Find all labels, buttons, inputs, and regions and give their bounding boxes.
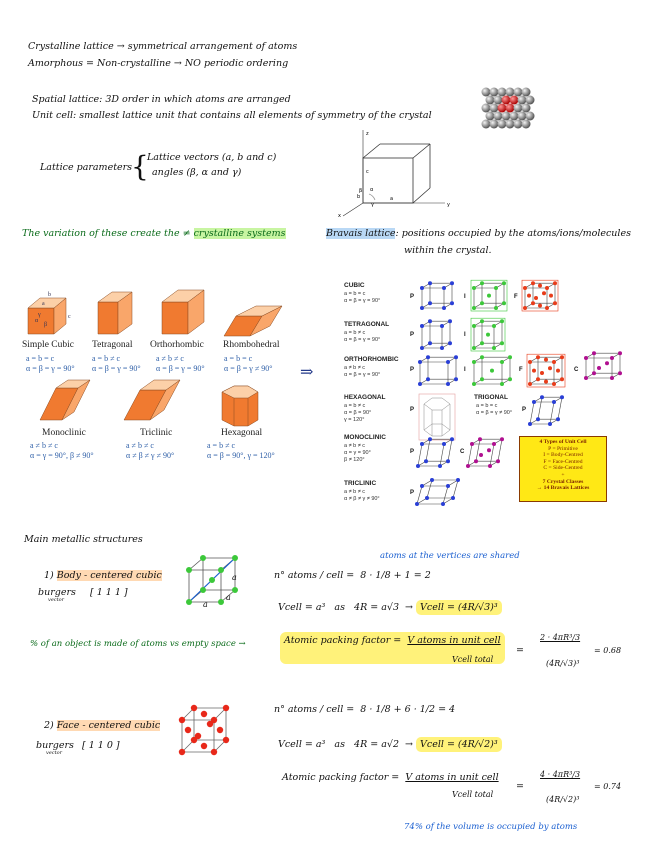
axis-c-label: c bbox=[366, 169, 369, 175]
bcc-corner-atom bbox=[232, 555, 238, 561]
ortho-i-atom bbox=[472, 360, 476, 364]
bravais-name-3: HEXAGONAL bbox=[344, 394, 386, 401]
tetra-p-atom bbox=[420, 346, 424, 350]
fcc-face-atom bbox=[185, 727, 191, 733]
tri-p-atom bbox=[451, 496, 455, 500]
cubic-f-atom bbox=[531, 281, 535, 285]
ortho-c-atom bbox=[610, 376, 614, 380]
lattice-vectors-text: Lattice vectors (a, b and c) bbox=[147, 152, 277, 163]
fcc-face-atom bbox=[195, 733, 201, 739]
system-name-1: Tetragonal bbox=[92, 340, 133, 350]
system-params-2: a ≠ b ≠ c α = β = γ = 90° bbox=[156, 354, 205, 373]
fcc-apf-top: 4 · 4πR³/3 bbox=[540, 770, 581, 779]
cubic-f-atom bbox=[531, 301, 535, 305]
trigonal-p-atom bbox=[560, 395, 564, 399]
cubic-i-atom bbox=[487, 294, 491, 298]
mono-p-edge bbox=[440, 444, 444, 466]
fcc-atoms-per-cell: n° atoms / cell = 8 · 1/8 + 6 · 1/2 = 4 bbox=[274, 704, 456, 715]
tetra-i bbox=[471, 318, 505, 351]
unit-cell-definition: Unit cell: smallest lattice unit that contains all elements of symmetry of the crystal bbox=[32, 110, 432, 121]
tetra-p-atom bbox=[448, 341, 452, 345]
cubic-f-atom bbox=[553, 301, 557, 305]
fcc-burgers-value: [ 1 1 0 ] bbox=[82, 740, 120, 751]
tetra-i-atom bbox=[492, 346, 496, 350]
letter-i-1: I bbox=[464, 332, 466, 338]
tri-p bbox=[415, 478, 460, 506]
cubic-f-atom bbox=[538, 304, 542, 308]
ortho-f-atom bbox=[544, 358, 548, 362]
cubic-f-atom bbox=[523, 286, 527, 290]
mono-c-atom bbox=[466, 464, 470, 468]
ortho-f-atom bbox=[556, 369, 560, 373]
bcc-corner-atom bbox=[186, 599, 192, 605]
fcc-vcell: Vcell = a³ as 4R = a√2 → Vcell = (4R/√2)³ bbox=[278, 739, 502, 750]
axis-x-label: x bbox=[338, 213, 341, 219]
mono-p-edge bbox=[448, 439, 452, 461]
fcc-corner-atom bbox=[179, 717, 185, 723]
ortho-i bbox=[472, 355, 512, 386]
bcc-apf-equals: = bbox=[516, 645, 524, 656]
ortho-f-atom bbox=[548, 366, 552, 370]
cubic-i-atom bbox=[494, 286, 498, 290]
spatial-lattice-definition: Spatial lattice: 3D order in which atoms are arranged bbox=[32, 94, 291, 105]
bcc-apf-result: = 0.68 bbox=[594, 646, 622, 655]
angle-alpha-label: α bbox=[370, 187, 374, 193]
angle-gamma-label: γ bbox=[371, 202, 374, 208]
tri-p-atom bbox=[456, 478, 460, 482]
letter-i-0: I bbox=[464, 294, 466, 300]
bcc-corner-atom bbox=[218, 567, 224, 573]
system-name-5: Triclinic bbox=[140, 428, 173, 438]
fcc-apf-equals: = bbox=[516, 781, 524, 792]
letter-p-1: P bbox=[410, 332, 415, 338]
cubic-i-atom bbox=[502, 301, 506, 305]
cubic-f-atom bbox=[545, 306, 549, 310]
fcc-apf-formula: Atomic packing factor = V atoms in unit cell bbox=[282, 772, 499, 783]
fcc-corner-atom bbox=[211, 749, 217, 755]
ortho-i-atom bbox=[508, 377, 512, 381]
trigonal-p-atom bbox=[548, 422, 552, 426]
brace: { bbox=[131, 150, 149, 183]
ortho-c-atom bbox=[618, 351, 622, 355]
mono-p-edge bbox=[418, 444, 422, 466]
mono-p-atom bbox=[450, 437, 454, 441]
system-params-6: a = b ≠ c α = β = 90°, γ = 120° bbox=[207, 441, 275, 460]
cubic-f-atom bbox=[545, 286, 549, 290]
bcc-burgers: burgers bbox=[38, 587, 76, 598]
mono-c-atom bbox=[487, 448, 491, 452]
metallic-title: Main metallic structures bbox=[24, 534, 143, 545]
letter-c-4: C bbox=[460, 449, 465, 455]
tri-p-atom bbox=[430, 478, 434, 482]
trigonal-p-atom bbox=[540, 395, 544, 399]
mono-c-edge bbox=[468, 444, 472, 466]
ortho-i-atom bbox=[472, 382, 476, 386]
mono-c-atom bbox=[474, 459, 478, 463]
bcc-corner-atom bbox=[200, 555, 206, 561]
mono-p-edge bbox=[426, 439, 430, 461]
ortho-i-atom bbox=[480, 377, 484, 381]
ortho-p bbox=[418, 355, 458, 386]
cubic-i-atom bbox=[502, 281, 506, 285]
trigonal-p-edge bbox=[530, 402, 534, 424]
letter-p-trigonal: P bbox=[522, 407, 527, 413]
apf-note: % of an object is made of atoms vs empty space → bbox=[30, 639, 246, 649]
bcc-vcell: Vcell = a³ as 4R = a√3 → Vcell = (4R/√3)³ bbox=[278, 602, 502, 613]
trigonal-p-atom bbox=[552, 400, 556, 404]
fcc-corner-atom bbox=[223, 737, 229, 743]
cubic-p-atom bbox=[450, 281, 454, 285]
ortho-p-atom bbox=[454, 377, 458, 381]
bcc-corner-atom bbox=[186, 567, 192, 573]
ortho-f-atom bbox=[552, 360, 556, 364]
trigonal-p-atom bbox=[528, 422, 532, 426]
tetra-i-atom bbox=[500, 319, 504, 323]
cubic-i-atom bbox=[472, 286, 476, 290]
cubic-p-atom bbox=[420, 306, 424, 310]
system-params-1: a = b ≠ c α = β = γ = 90° bbox=[92, 354, 141, 373]
bravais-name-1: TETRAGONAL bbox=[344, 321, 390, 328]
bcc-apf-top: 2 · 4πR³/3 bbox=[540, 633, 581, 642]
cube-edge-label: a bbox=[42, 301, 45, 307]
tri-p-atom bbox=[420, 484, 424, 488]
ortho-f-atom bbox=[560, 377, 564, 381]
amorphous-definition: Amorphous = Non-crystalline → NO periodic ordering bbox=[28, 58, 289, 69]
ortho-f-atom bbox=[532, 369, 536, 373]
system-name-3: Rhombohedral bbox=[223, 340, 280, 350]
cubic-p-atom bbox=[420, 286, 424, 290]
tetra-p-atom bbox=[428, 341, 432, 345]
bcc-label: 1) Body - centered cubic bbox=[44, 570, 162, 581]
arrow-icon: ⇒ bbox=[300, 362, 314, 381]
tetra-p-atom bbox=[448, 319, 452, 323]
mono-p-atom bbox=[428, 437, 432, 441]
tetra-p-atom bbox=[440, 324, 444, 328]
cubic-f-atom bbox=[523, 306, 527, 310]
mono-p-atom bbox=[446, 459, 450, 463]
lattice-angles-text: angles (β, α and γ) bbox=[152, 167, 242, 178]
mono-c-edge bbox=[498, 439, 502, 461]
cubic-i-atom bbox=[494, 306, 498, 310]
tri-p-atom bbox=[441, 502, 445, 506]
crystalline-definition: Crystalline lattice → symmetrical arrangement of atoms bbox=[28, 41, 298, 52]
system-params-3: a = b = c α = β = γ ≠ 90° bbox=[224, 354, 273, 373]
bravais-name-0: CUBIC bbox=[344, 282, 365, 289]
ortho-i-atom bbox=[500, 382, 504, 386]
bcc-edge-a2: a bbox=[203, 600, 208, 609]
ortho-p-atom bbox=[426, 355, 430, 359]
tetra-i-atom bbox=[480, 341, 484, 345]
bravais-params-1: a = b ≠ c α = β = γ = 90° bbox=[344, 330, 381, 343]
hex-bottom bbox=[424, 424, 450, 436]
fcc-apf-bottom: (4R/√2)³ bbox=[546, 795, 580, 804]
fcc-face-atom bbox=[201, 711, 207, 717]
bcc-center-atom bbox=[209, 577, 215, 583]
ortho-i-atom bbox=[500, 360, 504, 364]
ortho-f-atom bbox=[536, 377, 540, 381]
bravais-params-5: a ≠ b ≠ c α ≠ β ≠ γ ≠ 90° bbox=[344, 489, 380, 502]
fcc-face-atom bbox=[217, 727, 223, 733]
system-params-0: a = b = c α = β = γ = 90° bbox=[26, 354, 75, 373]
mono-c-edge bbox=[490, 444, 494, 466]
bcc-atoms-per-cell: n° atoms / cell = 8 · 1/8 + 1 = 2 bbox=[274, 570, 431, 581]
ortho-f-atom bbox=[528, 382, 532, 386]
fcc-burgers: burgers bbox=[36, 740, 74, 751]
fcc-burgers-sub: vector bbox=[46, 750, 62, 756]
ortho-c-atom bbox=[584, 356, 588, 360]
bravais-name-2: ORTHORHOMBIC bbox=[344, 356, 399, 363]
fcc-apf-denominator: Vcell total bbox=[452, 790, 494, 799]
ortho-i-atom bbox=[508, 355, 512, 359]
fcc-corner-atom bbox=[191, 705, 197, 711]
cubic-f-atom bbox=[527, 294, 531, 298]
fcc-face-atom bbox=[201, 743, 207, 749]
mono-c-atom bbox=[492, 442, 496, 446]
bravais-params-0: a = b = c α = β = γ = 90° bbox=[344, 291, 381, 304]
crystalline-systems-highlight: crystalline systems bbox=[193, 228, 286, 239]
ortho-f-atom bbox=[540, 371, 544, 375]
bravais-definition-cont: within the crystal. bbox=[404, 245, 492, 256]
trigonal-p-atom bbox=[556, 417, 560, 421]
cubic-p-atom bbox=[450, 301, 454, 305]
ortho-f bbox=[527, 354, 565, 387]
cubic-i-atom bbox=[472, 306, 476, 310]
ortho-c-atom bbox=[597, 366, 601, 370]
tetra-i-atom bbox=[486, 333, 490, 337]
ortho-p-atom bbox=[454, 355, 458, 359]
hex-frame bbox=[419, 394, 455, 440]
mono-c bbox=[466, 437, 504, 468]
mono-p-atom bbox=[420, 442, 424, 446]
ortho-c-atom bbox=[618, 371, 622, 375]
mono-c-atom bbox=[479, 453, 483, 457]
cubic-i-atom bbox=[480, 301, 484, 305]
letter-p-4: P bbox=[410, 449, 415, 455]
fcc-corner-atom bbox=[223, 705, 229, 711]
letter-c-2: C bbox=[574, 367, 579, 373]
mono-c-atom bbox=[488, 464, 492, 468]
variation-text: The variation of these create the ≠ crystalline systems bbox=[22, 228, 286, 239]
letter-p-5: P bbox=[410, 490, 415, 496]
tri-p-atom bbox=[446, 484, 450, 488]
mono-c-atom bbox=[478, 437, 482, 441]
cubic-f bbox=[522, 280, 558, 311]
cubic-p-atom bbox=[428, 301, 432, 305]
cubic-f-atom bbox=[553, 281, 557, 285]
tetra-p-atom bbox=[440, 346, 444, 350]
bravais-definition: Bravais lattice: positions occupied by the atoms/ions/molecules bbox=[326, 228, 631, 239]
letter-p-3: P bbox=[410, 407, 415, 413]
bcc-apf-bottom: (4R/√3)³ bbox=[546, 659, 580, 668]
tetra-i-atom bbox=[472, 346, 476, 350]
hex-top bbox=[424, 398, 450, 410]
ortho-f-atom bbox=[544, 380, 548, 384]
letter-p-0: P bbox=[410, 294, 415, 300]
fcc-unit-cell bbox=[176, 702, 232, 758]
ortho-c-atom bbox=[584, 376, 588, 380]
bcc-apf-formula: Atomic packing factor = V atoms in unit cell bbox=[280, 632, 505, 664]
bcc-burgers-sub: vector bbox=[48, 597, 64, 603]
ortho-c-atom bbox=[592, 351, 596, 355]
cubic-i bbox=[471, 280, 507, 311]
ortho-f-atom bbox=[552, 382, 556, 386]
ortho-f-atom bbox=[536, 355, 540, 359]
bcc-corner-atom bbox=[232, 587, 238, 593]
fcc-final-note: 74% of the volume is occupied by atoms bbox=[404, 822, 578, 832]
hexagonal-cell bbox=[419, 394, 455, 440]
trigonal-p-atom bbox=[536, 417, 540, 421]
cube-edge-label: α bbox=[35, 318, 39, 324]
ortho-f-atom bbox=[528, 360, 532, 364]
tetra-p bbox=[420, 319, 452, 350]
mono-c-atom bbox=[470, 442, 474, 446]
cubic-p-atom bbox=[442, 286, 446, 290]
fcc-face-atom bbox=[207, 721, 213, 727]
mono-p bbox=[416, 437, 454, 468]
trigonal-name: TRIGONAL bbox=[474, 394, 508, 401]
bcc-edge-a1: a bbox=[232, 573, 237, 582]
trigonal-p-edge bbox=[558, 397, 562, 419]
mono-c-edge bbox=[476, 439, 480, 461]
bcc-apf-denominator: Vcell total bbox=[452, 655, 494, 664]
axis-a-label: a bbox=[390, 196, 394, 202]
bravais-params-3: a = b ≠ c α = β = 90° γ = 120° bbox=[344, 403, 372, 423]
ortho-i-atom bbox=[480, 355, 484, 359]
ortho-c-atom bbox=[610, 356, 614, 360]
cube-edge-label: β bbox=[44, 322, 48, 328]
bravais-title-highlight: Bravais lattice bbox=[326, 228, 396, 239]
cubic-f-atom bbox=[534, 296, 538, 300]
cubic-p bbox=[420, 281, 454, 310]
letter-p-2: P bbox=[410, 367, 415, 373]
bravais-params-2: a ≠ b ≠ c α = β = γ = 90° bbox=[344, 365, 381, 378]
cubic-f-atom bbox=[538, 284, 542, 288]
trigonal-p-edge bbox=[538, 397, 542, 419]
mono-p-atom bbox=[442, 442, 446, 446]
mono-p-atom bbox=[416, 464, 420, 468]
bcc-corner-atom bbox=[200, 587, 206, 593]
system-params-4: a ≠ b ≠ c α = γ = 90°, β ≠ 90° bbox=[30, 441, 94, 460]
mono-c-atom bbox=[496, 459, 500, 463]
cube-edge-label: c bbox=[68, 314, 71, 320]
trigonal-p bbox=[528, 395, 564, 426]
ortho-i-atom bbox=[490, 369, 494, 373]
bcc-note: atoms at the vertices are shared bbox=[380, 551, 520, 561]
system-name-6: Hexagonal bbox=[221, 428, 263, 438]
fcc-apf-result: = 0.74 bbox=[594, 782, 622, 791]
fcc-corner-atom bbox=[179, 749, 185, 755]
mono-p-atom bbox=[424, 459, 428, 463]
ortho-p-atom bbox=[446, 382, 450, 386]
tri-p-atom bbox=[425, 496, 429, 500]
cube-edge-label: γ bbox=[38, 312, 41, 318]
ortho-f-atom bbox=[560, 355, 564, 359]
axis-y-label: y bbox=[447, 202, 450, 208]
lattice-parameters-label: Lattice parameters bbox=[40, 162, 133, 173]
mono-c-atom bbox=[500, 437, 504, 441]
cubic-f-atom bbox=[542, 291, 546, 295]
system-params-5: a ≠ b ≠ c α ≠ β ≠ γ ≠ 90° bbox=[126, 441, 175, 460]
system-name-4: Monoclinic bbox=[42, 428, 86, 438]
bcc-burgers-value: [ 1 1 1 ] bbox=[90, 587, 128, 598]
cube-edge-label: b bbox=[48, 292, 51, 298]
cubic-p-atom bbox=[442, 306, 446, 310]
axis-z-label: z bbox=[366, 131, 369, 137]
ortho-p-atom bbox=[418, 382, 422, 386]
bravais-name-4: MONOCLINIC bbox=[344, 434, 386, 441]
tetra-i-atom bbox=[500, 341, 504, 345]
trigonal-params: a = b = c α = β = γ ≠ 90° bbox=[476, 403, 513, 416]
letter-i-2: I bbox=[464, 367, 466, 373]
unit-cell-legend: 4 Types of Unit Cell P = Primitive I = Body-Centred F = Face-Centred C = Side-Centred + 7 Crystal Classes → 14 Bravais Lattices bbox=[519, 436, 607, 502]
letter-f-0: F bbox=[514, 294, 518, 300]
ortho-p-atom bbox=[418, 360, 422, 364]
cubic-p-atom bbox=[428, 281, 432, 285]
fcc-label: 2) Face - centered cubic bbox=[44, 720, 161, 731]
axis-b-label: b bbox=[357, 194, 361, 200]
tetra-p-atom bbox=[428, 319, 432, 323]
bravais-name-5: TRICLINIC bbox=[344, 480, 377, 487]
bravais-params-4: a ≠ b ≠ c α = γ = 90° β ≠ 120° bbox=[344, 443, 371, 463]
ortho-c bbox=[584, 351, 622, 380]
angle-beta-label: β bbox=[359, 188, 363, 194]
tetra-i-atom bbox=[472, 324, 476, 328]
tetra-i-atom bbox=[492, 324, 496, 328]
cubic-f-atom bbox=[549, 294, 553, 298]
ortho-p-atom bbox=[426, 377, 430, 381]
mono-p-atom bbox=[438, 464, 442, 468]
ortho-c-atom bbox=[605, 361, 609, 365]
system-name-0: Simple Cubic bbox=[22, 340, 74, 350]
cubic-i-atom bbox=[480, 281, 484, 285]
trigonal-p-atom bbox=[532, 400, 536, 404]
bcc-vcell-result: Vcell = (4R/√3)³ bbox=[416, 600, 502, 615]
tetra-p-atom bbox=[420, 324, 424, 328]
ortho-p-atom bbox=[446, 360, 450, 364]
tetra-i-atom bbox=[480, 319, 484, 323]
fcc-vcell-result: Vcell = (4R/√2)³ bbox=[416, 737, 502, 752]
letter-f-2: F bbox=[519, 367, 523, 373]
tri-p-atom bbox=[415, 502, 419, 506]
trigonal-p-edge bbox=[550, 402, 554, 424]
ortho-c-atom bbox=[592, 371, 596, 375]
system-name-2: Orthorhombic bbox=[150, 340, 204, 350]
bcc-corner-atom bbox=[218, 599, 224, 605]
bcc-edge-a3: a bbox=[226, 593, 231, 602]
